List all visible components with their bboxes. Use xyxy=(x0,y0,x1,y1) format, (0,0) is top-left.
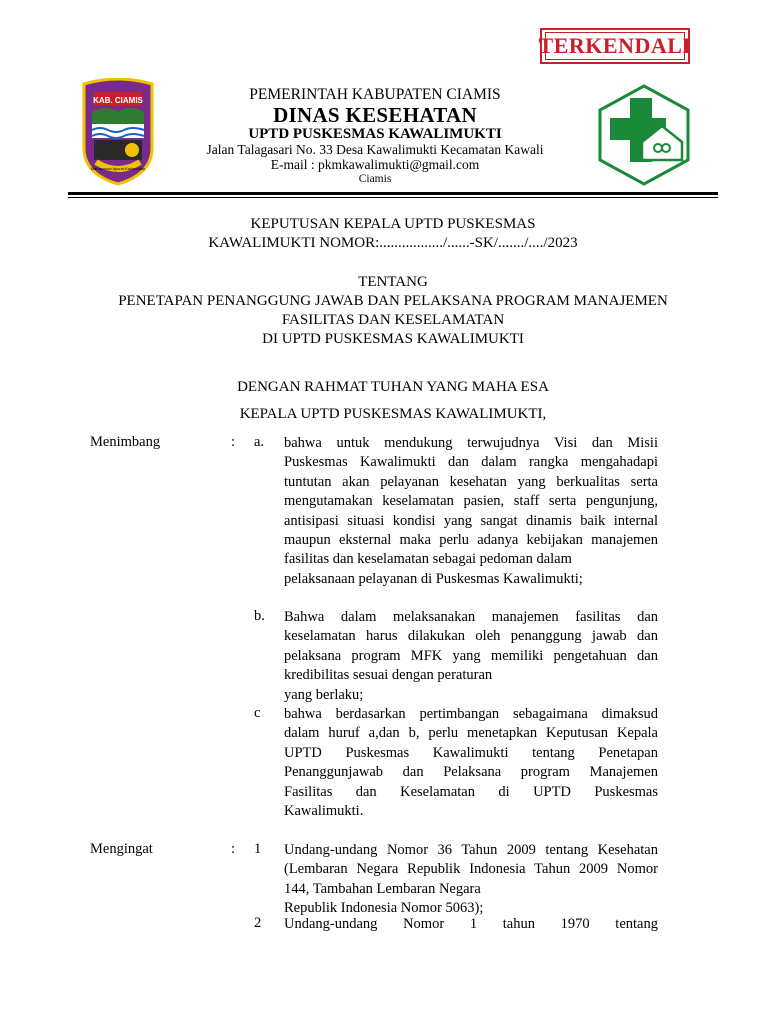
header-agency: DINAS KESEHATAN xyxy=(273,103,477,127)
header-email: E-mail : pkmkawalimukti@gmail.com xyxy=(270,157,480,172)
text-line: yang berlaku; xyxy=(284,686,364,703)
text-line: tuntutan akan pelayanan kesehatan yang berkualitas serta xyxy=(284,473,658,490)
text-line: bahwa untuk mendukung terwujudnya Visi dan Misii xyxy=(284,435,658,451)
text-line: Penanggunjawab dan Pelaksana program Manajemen xyxy=(284,764,658,781)
text-line: maupun eksternal maka perlu adanya kebijakan manajemen xyxy=(284,531,658,548)
text-line: 144, Tambahan Lembaran Negara xyxy=(284,880,481,897)
text-line: bahwa berdasarkan pertimbangan sebagaimana dimaksud xyxy=(284,706,658,722)
header-unit: UPTD PUSKESMAS KAWALIMUKTI xyxy=(248,126,502,142)
text-line: dalam huruf a,dan b, perlu menetapkan Keputusan Kepala xyxy=(284,725,658,742)
text-line: kredibilitas sesuai dengan peraturan xyxy=(284,667,493,684)
menimbang-colon: : xyxy=(231,434,236,450)
subject-tentang: TENTANG xyxy=(358,274,428,290)
menimbang-c-mark: c xyxy=(254,705,261,721)
text-line: pelaksanaan pelayanan di Puskesmas Kawalimukti; xyxy=(284,570,583,587)
header-address: Jalan Talagasari No. 33 Desa Kawalimukti Kecamatan Kawali xyxy=(206,142,544,157)
mengingat-2-mark: 2 xyxy=(254,915,262,931)
menimbang-b-mark: b. xyxy=(254,608,265,624)
preamble-line1: DENGAN RAHMAT TUHAN YANG MAHA ESA xyxy=(237,379,549,395)
mengingat-1-mark: 1 xyxy=(254,841,262,857)
header-government: PEMERINTAH KABUPATEN CIAMIS xyxy=(249,86,501,103)
text-line: Republik Indonesia Nomor 5063); xyxy=(284,900,484,917)
subject-line3: DI UPTD PUSKESMAS KAWALIMUKTI xyxy=(262,331,524,347)
kabupaten-ciamis-logo xyxy=(80,78,156,186)
mengingat-1-text xyxy=(284,841,658,919)
text-line: Puskesmas Kawalimukti dan dalam rangka mengahadapi xyxy=(284,454,658,471)
logo-left-top-text: KAB. CIAMIS xyxy=(93,96,143,105)
decree-title-line1: KEPUTUSAN KEPALA UPTD PUSKESMAS xyxy=(250,216,536,232)
text-line: (Lembaran Negara Republik Indonesia Tahun 2009 Nomor xyxy=(284,861,658,878)
mengingat-colon: : xyxy=(231,841,236,857)
preamble-line2: KEPALA UPTD PUSKESMAS KAWALIMUKTI, xyxy=(239,406,547,422)
header-city: Ciamis xyxy=(358,173,392,185)
subject-line1: PENETAPAN PENANGGUNG JAWAB DAN PELAKSANA PROGRAM MANAJEMEN xyxy=(118,293,668,309)
menimbang-a-text xyxy=(284,434,658,589)
text-line: Bahwa dalam melaksanakan manajemen fasilitas dan xyxy=(284,609,658,625)
stamp-text: TERKENDALI xyxy=(538,33,692,58)
text-line: mengutamakan keselamatan pasien, staff serta pengunjung, xyxy=(284,493,658,510)
mengingat-label: Mengingat xyxy=(90,841,153,857)
menimbang-c-text xyxy=(284,705,658,821)
puskesmas-logo xyxy=(596,84,692,186)
logo-left-motto: Mahayunan Ayuna Kadaulatan xyxy=(90,166,146,171)
text-line: UPTD Puskesmas Kawalimukti tentang Penetapan xyxy=(284,744,658,761)
header-rule-thick xyxy=(68,192,718,195)
mengingat-2-text xyxy=(284,915,658,934)
decree-number: KAWALIMUKTI NOMOR:................./......-SK/......./..../2023 xyxy=(208,235,578,251)
text-line: Fasilitas dan Keselamatan di UPTD Puskesmas xyxy=(284,783,658,800)
text-line: antisipasi situasi kondisi yang sangat dinamis baik internal xyxy=(284,512,658,529)
menimbang-a-mark: a. xyxy=(254,434,265,450)
header-rule-thin xyxy=(68,197,718,198)
menimbang-label: Menimbang xyxy=(90,434,161,450)
menimbang-b-text xyxy=(284,608,658,705)
text-line: keselamatan harus dilakukan oleh penanggung jawab dan xyxy=(284,628,658,645)
text-line: fasilitas dan keselamatan sebagai pedoman dalam xyxy=(284,551,572,568)
subject-line2: FASILITAS DAN KESELAMATAN xyxy=(281,312,505,328)
text-line: Kawalimukti. xyxy=(284,802,364,819)
terkendali-stamp xyxy=(540,28,690,64)
text-line: Undang-undang Nomor 1 tahun 1970 tentang xyxy=(284,916,658,932)
text-line: pelaksana program MFK yang memiliki pengetahuan dan xyxy=(284,647,658,664)
text-line: Undang-undang Nomor 36 Tahun 2009 tentang Kesehatan xyxy=(284,842,658,858)
